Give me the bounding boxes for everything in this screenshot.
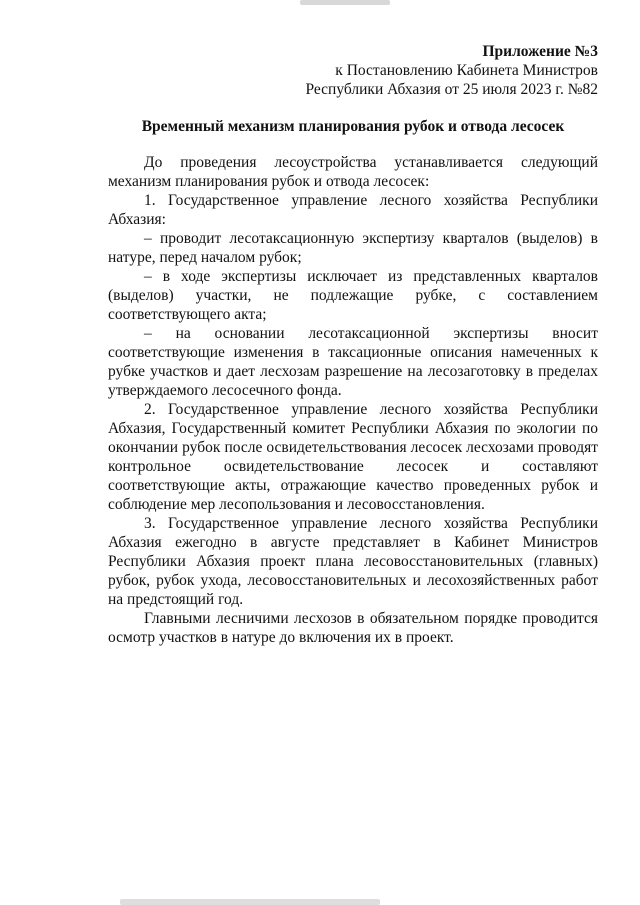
paragraph-item-2: 2. Государственное управление лесного хозяйства Республики Абхазия, Государственный комитет Республики Абхазия по экологии по окончании рубок после освидетельствования лесосек лесхозами проводят контрольное освидетельствование лесосек и составляют соответствующие акты, отражающие качество проведенных рубок и соблюдение мер лесопользования и лесовосстановления. xyxy=(108,401,598,513)
annex-title: Приложение №3 xyxy=(482,43,598,60)
paragraph-item-1-sub-a: – проводит лесотаксационную экспертизу кварталов (выделов) в натуре, перед началом рубок; xyxy=(108,230,598,266)
annex-reference-line-1: к Постановлению Кабинета Министров xyxy=(335,62,598,79)
paragraph-item-1-sub-b: – в ходе экспертизы исключает из представленных кварталов (выделов) участки, не подлежащие рубке, с составлением соответствующего акта; xyxy=(108,268,598,323)
document-body xyxy=(108,153,598,647)
scan-artifact-bottom xyxy=(120,899,380,905)
paragraph-item-1: 1. Государственное управление лесного хозяйства Республики Абхазия: xyxy=(108,192,598,228)
scan-artifact-top xyxy=(300,0,390,5)
paragraph-intro: До проведения лесоустройства устанавливается следующий механизм планирования рубок и отвода лесосек: xyxy=(108,154,598,190)
paragraph-item-1-sub-c: – на основании лесотаксационной экспертизы вносит соответствующие изменения в таксационные описания намеченных к рубке участков и дает лесхозам разрешение на лесозаготовку в пределах утверждаемого лесосечного фонда. xyxy=(108,325,598,399)
paragraph-final: Главными лесничими лесхозов в обязательном порядке проводится осмотр участков в натуре до включения их в проект. xyxy=(108,610,598,646)
annex-header xyxy=(108,42,598,99)
document-title: Временный механизм планирования рубок и отвода лесосек xyxy=(141,118,565,135)
paragraph-item-3: 3. Государственное управление лесного хозяйства Республики Абхазия ежегодно в августе представляет в Кабинет Министров Республики Абхазия проект плана лесовосстановительных (главных) рубок, рубок ухода, лесовосстановительных и лесохозяйственных работ на предстоящий год. xyxy=(108,515,598,608)
annex-reference-line-2: Республики Абхазия от 25 июля 2023 г. №82 xyxy=(305,81,598,98)
